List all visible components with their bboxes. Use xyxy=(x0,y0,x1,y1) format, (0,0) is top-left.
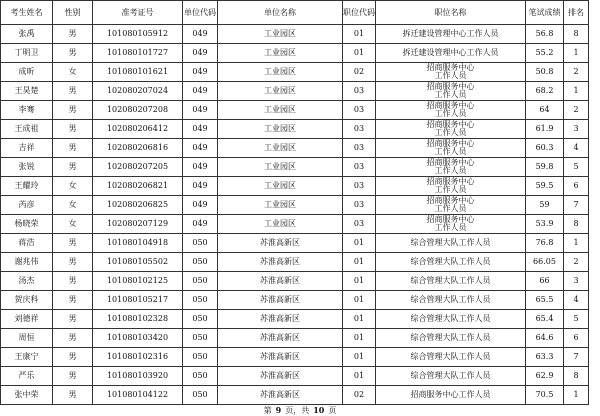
cell-pos-name xyxy=(376,272,526,291)
cell-name: 蒋浩 xyxy=(1,234,53,253)
cell-unit-name: 工业园区 xyxy=(218,158,343,177)
footer-suffix: 页 xyxy=(328,406,337,415)
cell-name: 张中荣 xyxy=(1,386,53,405)
cell-rank: 5 xyxy=(564,310,589,329)
footer-page-number: 9 xyxy=(275,405,282,415)
cell-exam-id: 101080102125 xyxy=(93,272,183,291)
pos-name-line: 综合管理大队工作人员 xyxy=(410,333,491,342)
cell-score: 66.05 xyxy=(526,253,564,272)
cell-score: 70.5 xyxy=(526,386,564,405)
cell-score: 53.9 xyxy=(526,215,564,234)
cell-gender: 男 xyxy=(53,101,93,120)
cell-unit-code: 050 xyxy=(183,310,218,329)
cell-unit-code: 049 xyxy=(183,44,218,63)
pos-name-line: 拆迁建设管理中心工作人员 xyxy=(402,48,499,57)
pos-name-line: 工作人员 xyxy=(434,185,467,194)
cell-pos-name xyxy=(376,234,526,253)
pos-name-line: 工作人员 xyxy=(434,147,467,156)
cell-pos-code: 03 xyxy=(343,196,376,215)
cell-unit-code: 049 xyxy=(183,158,218,177)
cell-gender: 男 xyxy=(53,82,93,101)
pos-name-line: 招商服务中心 xyxy=(426,120,475,129)
cell-unit-name: 苏淮高新区 xyxy=(218,291,343,310)
cell-gender: 男 xyxy=(53,348,93,367)
cell-name: 杨晓荣 xyxy=(1,215,53,234)
pos-name-line: 工作人员 xyxy=(434,166,467,175)
cell-pos-name xyxy=(376,158,526,177)
cell-rank: 2 xyxy=(564,253,589,272)
cell-rank: 8 xyxy=(564,25,589,44)
table-row xyxy=(1,101,589,120)
cell-exam-id: 101080101727 xyxy=(93,44,183,63)
cell-name: 王昊楚 xyxy=(1,82,53,101)
cell-unit-code: 049 xyxy=(183,177,218,196)
cell-rank: 1 xyxy=(564,82,589,101)
cell-name: 周恒 xyxy=(1,329,53,348)
cell-exam-id: 101080102316 xyxy=(93,348,183,367)
cell-pos-code: 01 xyxy=(343,234,376,253)
pos-name-line: 综合管理大队工作人员 xyxy=(410,276,491,285)
table-row xyxy=(1,386,589,405)
table-row xyxy=(1,348,589,367)
cell-rank: 3 xyxy=(564,272,589,291)
cell-unit-code: 049 xyxy=(183,82,218,101)
cell-name: 芮彦 xyxy=(1,196,53,215)
page-footer xyxy=(0,405,600,416)
table-row xyxy=(1,63,589,82)
cell-pos-code: 01 xyxy=(343,348,376,367)
cell-unit-name: 工业园区 xyxy=(218,25,343,44)
cell-unit-code: 050 xyxy=(183,272,218,291)
table-row xyxy=(1,272,589,291)
cell-unit-name: 苏淮高新区 xyxy=(218,386,343,405)
cell-exam-id: 101080101621 xyxy=(93,63,183,82)
cell-score: 59.8 xyxy=(526,158,564,177)
header-unit-name: 单位名称 xyxy=(218,1,343,25)
cell-score: 59 xyxy=(526,196,564,215)
pos-name-line: 招商服务中心 xyxy=(426,215,475,224)
pos-name-line: 工作人员 xyxy=(434,71,467,80)
table-row xyxy=(1,234,589,253)
cell-pos-code: 03 xyxy=(343,101,376,120)
cell-exam-id: 101080103420 xyxy=(93,329,183,348)
cell-score: 61.9 xyxy=(526,120,564,139)
pos-name-line: 综合管理大队工作人员 xyxy=(410,352,491,361)
cell-unit-code: 050 xyxy=(183,329,218,348)
cell-pos-name xyxy=(376,177,526,196)
cell-unit-code: 050 xyxy=(183,367,218,386)
cell-unit-name: 工业园区 xyxy=(218,44,343,63)
header-name: 考生姓名 xyxy=(1,1,53,25)
cell-pos-code: 03 xyxy=(343,139,376,158)
footer-prefix: 第 xyxy=(263,406,272,415)
table-row xyxy=(1,25,589,44)
cell-name: 丁明卫 xyxy=(1,44,53,63)
cell-rank: 8 xyxy=(564,367,589,386)
cell-exam-id: 102080207129 xyxy=(93,215,183,234)
cell-rank: 2 xyxy=(564,101,589,120)
pos-name-line: 综合管理大队工作人员 xyxy=(410,238,491,247)
table-row xyxy=(1,253,589,272)
cell-gender: 男 xyxy=(53,158,93,177)
cell-rank: 8 xyxy=(564,215,589,234)
table-row xyxy=(1,196,589,215)
cell-name: 王成祖 xyxy=(1,120,53,139)
cell-score: 60.3 xyxy=(526,139,564,158)
cell-score: 55.2 xyxy=(526,44,564,63)
cell-name: 谢兆伟 xyxy=(1,253,53,272)
cell-name: 吉祥 xyxy=(1,139,53,158)
pos-name-line: 招商服务中心 xyxy=(426,101,475,110)
cell-name: 成昕 xyxy=(1,63,53,82)
table-row xyxy=(1,367,589,386)
table-row xyxy=(1,120,589,139)
cell-unit-name: 苏淮高新区 xyxy=(218,367,343,386)
cell-rank: 1 xyxy=(564,386,589,405)
cell-unit-name: 苏淮高新区 xyxy=(218,234,343,253)
cell-pos-code: 01 xyxy=(343,329,376,348)
table-row xyxy=(1,215,589,234)
header-gender: 性别 xyxy=(53,1,93,25)
pos-name-line: 工作人员 xyxy=(434,90,467,99)
cell-rank: 6 xyxy=(564,177,589,196)
table-row xyxy=(1,329,589,348)
cell-exam-id: 102080206412 xyxy=(93,120,183,139)
cell-unit-name: 苏淮高新区 xyxy=(218,310,343,329)
header-pos-code: 职位代码 xyxy=(343,1,376,25)
cell-pos-name xyxy=(376,63,526,82)
cell-gender: 男 xyxy=(53,310,93,329)
cell-rank: 2 xyxy=(564,63,589,82)
cell-exam-id: 101080104918 xyxy=(93,234,183,253)
cell-pos-code: 01 xyxy=(343,310,376,329)
cell-unit-name: 工业园区 xyxy=(218,177,343,196)
cell-unit-name: 工业园区 xyxy=(218,215,343,234)
cell-unit-code: 050 xyxy=(183,348,218,367)
cell-unit-code: 049 xyxy=(183,25,218,44)
cell-score: 62.9 xyxy=(526,367,564,386)
cell-pos-code: 03 xyxy=(343,120,376,139)
cell-unit-name: 苏淮高新区 xyxy=(218,272,343,291)
cell-unit-code: 049 xyxy=(183,63,218,82)
cell-name: 王康宁 xyxy=(1,348,53,367)
pos-name-line: 综合管理大队工作人员 xyxy=(410,371,491,380)
cell-gender: 男 xyxy=(53,272,93,291)
table-row xyxy=(1,44,589,63)
cell-name: 贺庆科 xyxy=(1,291,53,310)
cell-name: 张禹 xyxy=(1,25,53,44)
header-score: 笔试成绩 xyxy=(526,1,564,25)
cell-pos-code: 02 xyxy=(343,63,376,82)
cell-pos-name xyxy=(376,253,526,272)
cell-score: 56.8 xyxy=(526,25,564,44)
cell-exam-id: 102080207208 xyxy=(93,101,183,120)
cell-rank: 1 xyxy=(564,44,589,63)
cell-pos-code: 03 xyxy=(343,82,376,101)
cell-pos-name xyxy=(376,215,526,234)
footer-mid: 页，共 xyxy=(285,406,310,415)
pos-name-line: 综合管理大队工作人员 xyxy=(410,295,491,304)
cell-unit-code: 049 xyxy=(183,120,218,139)
cell-exam-id: 101080102328 xyxy=(93,310,183,329)
cell-score: 63.3 xyxy=(526,348,564,367)
cell-unit-code: 050 xyxy=(183,253,218,272)
cell-exam-id: 101080104122 xyxy=(93,386,183,405)
pos-name-line: 拆迁建设管理中心工作人员 xyxy=(402,29,499,38)
table-row xyxy=(1,158,589,177)
pos-name-line: 招商服务中心 xyxy=(426,196,475,205)
cell-exam-id: 102080206816 xyxy=(93,139,183,158)
cell-rank: 3 xyxy=(564,120,589,139)
cell-gender: 女 xyxy=(53,215,93,234)
table-body xyxy=(1,25,589,405)
pos-name-line: 招商服务中心 xyxy=(426,158,475,167)
pos-name-line: 招商服务中心工作人员 xyxy=(410,390,491,399)
pos-name-line: 工作人员 xyxy=(434,223,467,232)
header-row xyxy=(1,1,589,25)
header-unit-code: 单位代码 xyxy=(183,1,218,25)
cell-exam-id: 101080105912 xyxy=(93,25,183,44)
pos-name-line: 工作人员 xyxy=(434,204,467,213)
cell-pos-name xyxy=(376,291,526,310)
table-row xyxy=(1,310,589,329)
cell-unit-name: 苏淮高新区 xyxy=(218,253,343,272)
pos-name-line: 综合管理大队工作人员 xyxy=(410,257,491,266)
pos-name-line: 招商服务中心 xyxy=(426,139,475,148)
table-row xyxy=(1,291,589,310)
cell-pos-code: 01 xyxy=(343,253,376,272)
header-pos-name: 职位名称 xyxy=(376,1,526,25)
cell-name: 张锐 xyxy=(1,158,53,177)
cell-unit-name: 工业园区 xyxy=(218,63,343,82)
cell-score: 64.6 xyxy=(526,329,564,348)
cell-gender: 女 xyxy=(53,177,93,196)
cell-gender: 男 xyxy=(53,329,93,348)
cell-pos-name xyxy=(376,25,526,44)
cell-exam-id: 102080207024 xyxy=(93,82,183,101)
cell-gender: 男 xyxy=(53,25,93,44)
cell-unit-name: 工业园区 xyxy=(218,82,343,101)
footer-total-pages: 10 xyxy=(313,405,325,415)
cell-exam-id: 101080103920 xyxy=(93,367,183,386)
cell-exam-id: 102080207205 xyxy=(93,158,183,177)
cell-gender: 男 xyxy=(53,367,93,386)
cell-gender: 男 xyxy=(53,139,93,158)
table-row xyxy=(1,82,589,101)
cell-rank: 5 xyxy=(564,158,589,177)
cell-name: 严乐 xyxy=(1,367,53,386)
cell-unit-name: 苏淮高新区 xyxy=(218,348,343,367)
cell-name: 李骞 xyxy=(1,101,53,120)
pos-name-line: 招商服务中心 xyxy=(426,63,475,72)
cell-score: 65.4 xyxy=(526,310,564,329)
cell-gender: 男 xyxy=(53,291,93,310)
table-row xyxy=(1,139,589,158)
cell-exam-id: 101080105502 xyxy=(93,253,183,272)
cell-pos-name xyxy=(376,367,526,386)
cell-pos-code: 01 xyxy=(343,25,376,44)
cell-pos-code: 01 xyxy=(343,272,376,291)
cell-unit-code: 049 xyxy=(183,101,218,120)
cell-unit-code: 049 xyxy=(183,196,218,215)
cell-pos-code: 01 xyxy=(343,367,376,386)
cell-unit-code: 050 xyxy=(183,386,218,405)
cell-exam-id: 102080206821 xyxy=(93,177,183,196)
cell-gender: 男 xyxy=(53,120,93,139)
cell-score: 64 xyxy=(526,101,564,120)
cell-rank: 1 xyxy=(564,234,589,253)
cell-unit-code: 049 xyxy=(183,215,218,234)
cell-name: 王耀玲 xyxy=(1,177,53,196)
cell-pos-name xyxy=(376,348,526,367)
cell-rank: 4 xyxy=(564,291,589,310)
cell-gender: 男 xyxy=(53,253,93,272)
cell-pos-code: 01 xyxy=(343,291,376,310)
cell-unit-name: 苏淮高新区 xyxy=(218,329,343,348)
cell-pos-code: 03 xyxy=(343,215,376,234)
cell-unit-name: 工业园区 xyxy=(218,196,343,215)
cell-unit-code: 049 xyxy=(183,139,218,158)
pos-name-line: 工作人员 xyxy=(434,128,467,137)
cell-score: 50.8 xyxy=(526,63,564,82)
cell-rank: 7 xyxy=(564,348,589,367)
cell-exam-id: 101080105217 xyxy=(93,291,183,310)
cell-pos-name xyxy=(376,120,526,139)
cell-pos-name xyxy=(376,44,526,63)
cell-pos-name xyxy=(376,196,526,215)
header-exam-id: 准考证号 xyxy=(93,1,183,25)
cell-score: 65.5 xyxy=(526,291,564,310)
cell-name: 汤杰 xyxy=(1,272,53,291)
cell-pos-name xyxy=(376,329,526,348)
pos-name-line: 招商服务中心 xyxy=(426,177,475,186)
cell-unit-name: 工业园区 xyxy=(218,139,343,158)
cell-name: 刘德祥 xyxy=(1,310,53,329)
cell-pos-code: 03 xyxy=(343,177,376,196)
cell-pos-name xyxy=(376,386,526,405)
cell-rank: 7 xyxy=(564,196,589,215)
pos-name-line: 工作人员 xyxy=(434,109,467,118)
cell-score: 68.2 xyxy=(526,82,564,101)
cell-gender: 男 xyxy=(53,234,93,253)
cell-gender: 男 xyxy=(53,386,93,405)
cell-pos-code: 01 xyxy=(343,44,376,63)
cell-unit-name: 工业园区 xyxy=(218,120,343,139)
cell-pos-name xyxy=(376,82,526,101)
cell-score: 66 xyxy=(526,272,564,291)
cell-unit-code: 050 xyxy=(183,291,218,310)
table-row xyxy=(1,177,589,196)
cell-gender: 男 xyxy=(53,44,93,63)
cell-score: 59.5 xyxy=(526,177,564,196)
cell-rank: 6 xyxy=(564,329,589,348)
cell-pos-name xyxy=(376,310,526,329)
cell-pos-name xyxy=(376,101,526,120)
cell-unit-name: 工业园区 xyxy=(218,101,343,120)
cell-gender: 女 xyxy=(53,196,93,215)
cell-pos-code: 02 xyxy=(343,386,376,405)
pos-name-line: 综合管理大队工作人员 xyxy=(410,314,491,323)
cell-exam-id: 102080206825 xyxy=(93,196,183,215)
header-rank: 排名 xyxy=(564,1,589,25)
cell-rank: 4 xyxy=(564,139,589,158)
cell-unit-code: 050 xyxy=(183,234,218,253)
cell-pos-name xyxy=(376,139,526,158)
cell-gender: 女 xyxy=(53,63,93,82)
pos-name-line: 招商服务中心 xyxy=(426,82,475,91)
cell-score: 76.8 xyxy=(526,234,564,253)
cell-pos-code: 03 xyxy=(343,158,376,177)
